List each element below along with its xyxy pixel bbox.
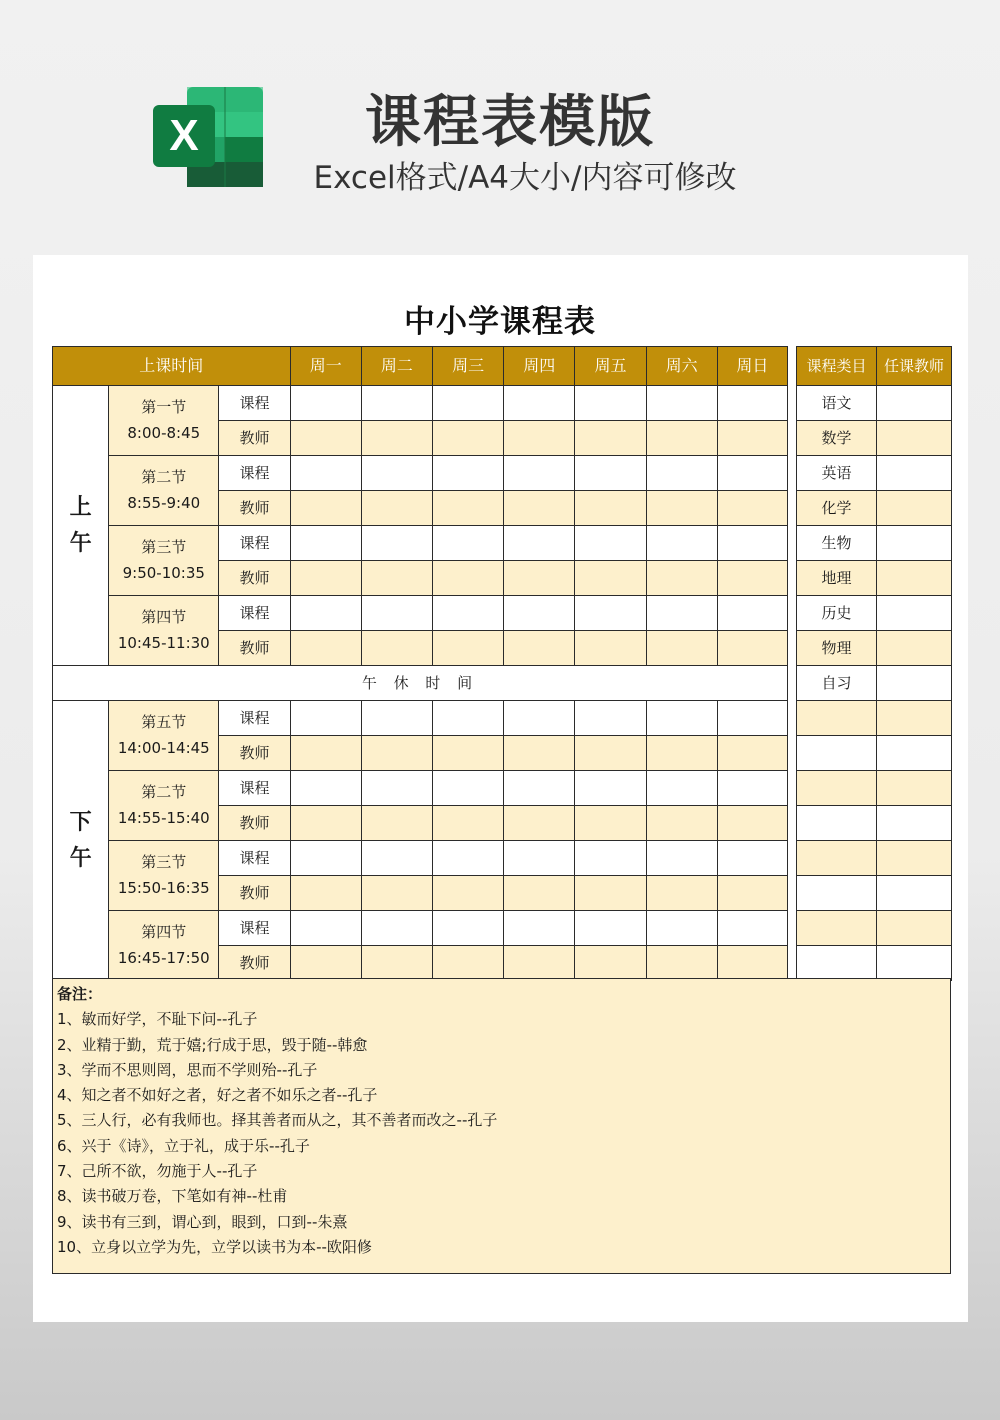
schedule-cell[interactable] bbox=[646, 701, 717, 736]
note-line: 2、业精于勤，荒于嬉;行成于思，毁于随--韩愈 bbox=[57, 1035, 368, 1054]
slot-name: 第四节 bbox=[141, 923, 187, 941]
course-row-label: 课程 bbox=[219, 771, 290, 806]
schedule-cell[interactable] bbox=[717, 596, 787, 631]
schedule-cell[interactable] bbox=[290, 806, 361, 841]
slot-cell bbox=[109, 841, 219, 911]
subject-teacher-cell[interactable] bbox=[877, 806, 952, 841]
teacher-row-label: 教师 bbox=[219, 631, 290, 666]
subject-cell[interactable]: 自习 bbox=[797, 666, 877, 701]
schedule-cell[interactable] bbox=[575, 946, 646, 981]
subject-teacher-cell[interactable] bbox=[877, 421, 952, 456]
teacher-row-label: 教师 bbox=[219, 876, 290, 911]
schedule-cell[interactable] bbox=[575, 736, 646, 771]
teacher-row-label: 教师 bbox=[219, 491, 290, 526]
schedule-cell[interactable] bbox=[646, 876, 717, 911]
subject-cell[interactable] bbox=[797, 771, 877, 806]
schedule-cell[interactable] bbox=[504, 806, 575, 841]
course-row-label: 课程 bbox=[219, 701, 290, 736]
subject-teacher-cell[interactable] bbox=[877, 631, 952, 666]
schedule-cell[interactable] bbox=[290, 386, 361, 421]
schedule-cell[interactable] bbox=[433, 771, 504, 806]
subject-teacher-cell[interactable] bbox=[877, 666, 952, 701]
schedule-cell[interactable] bbox=[361, 491, 432, 526]
schedule-cell[interactable] bbox=[433, 701, 504, 736]
schedule-cell[interactable] bbox=[433, 631, 504, 666]
schedule-cell[interactable] bbox=[433, 946, 504, 981]
excel-icon bbox=[153, 87, 265, 189]
subject-teacher-cell[interactable] bbox=[877, 561, 952, 596]
schedule-cell[interactable] bbox=[717, 876, 787, 911]
schedule-cell[interactable] bbox=[717, 911, 787, 946]
note-line: 4、知之者不如好之者，好之者不如乐之者--孔子 bbox=[57, 1086, 378, 1105]
schedule-cell[interactable] bbox=[433, 456, 504, 491]
lunch-break-row: 午 休 时 间 bbox=[53, 666, 788, 701]
note-line: 3、学而不思则罔，思而不学则殆--孔子 bbox=[57, 1060, 318, 1079]
subject-cell[interactable] bbox=[797, 841, 877, 876]
schedule-cell[interactable] bbox=[646, 771, 717, 806]
schedule-cell[interactable] bbox=[433, 596, 504, 631]
schedule-cell[interactable] bbox=[717, 526, 787, 561]
subject-cell[interactable]: 英语 bbox=[797, 456, 877, 491]
morning-period-label: 上 午 bbox=[53, 386, 109, 666]
schedule-cell[interactable] bbox=[575, 386, 646, 421]
notes-section bbox=[52, 978, 951, 1274]
schedule-cell[interactable] bbox=[646, 386, 717, 421]
afternoon-period-label: 下 午 bbox=[53, 701, 109, 981]
day-header: 周一 bbox=[290, 347, 361, 386]
schedule-cell[interactable] bbox=[433, 841, 504, 876]
subject-cell[interactable]: 数学 bbox=[797, 421, 877, 456]
schedule-cell[interactable] bbox=[717, 771, 787, 806]
schedule-cell[interactable] bbox=[433, 876, 504, 911]
day-header: 周日 bbox=[717, 347, 787, 386]
day-header: 周六 bbox=[646, 347, 717, 386]
subject-teacher-header: 任课教师 bbox=[877, 347, 952, 386]
slot-cell bbox=[109, 596, 219, 666]
schedule-cell[interactable] bbox=[361, 876, 432, 911]
banner-title: 课程表模版 bbox=[365, 90, 655, 155]
day-header: 周三 bbox=[433, 347, 504, 386]
schedule-cell[interactable] bbox=[504, 456, 575, 491]
schedule-cell[interactable] bbox=[361, 561, 432, 596]
schedule-cell[interactable] bbox=[717, 456, 787, 491]
schedule-cell[interactable] bbox=[504, 386, 575, 421]
excel-logo-letter: X bbox=[169, 111, 199, 160]
schedule-cell[interactable] bbox=[717, 631, 787, 666]
schedule-cell[interactable] bbox=[290, 561, 361, 596]
slot-time: 9:50-10:35 bbox=[122, 563, 205, 582]
subject-cell[interactable]: 地理 bbox=[797, 561, 877, 596]
schedule-cell[interactable] bbox=[575, 771, 646, 806]
subject-teacher-cell[interactable] bbox=[877, 911, 952, 946]
slot-time: 8:55-9:40 bbox=[127, 493, 201, 512]
schedule-cell[interactable] bbox=[290, 526, 361, 561]
schedule-cell[interactable] bbox=[361, 806, 432, 841]
subject-teacher-cell[interactable] bbox=[877, 596, 952, 631]
schedule-cell[interactable] bbox=[290, 701, 361, 736]
schedule-cell[interactable] bbox=[717, 561, 787, 596]
schedule-cell[interactable] bbox=[646, 456, 717, 491]
schedule-cell[interactable] bbox=[433, 386, 504, 421]
slot-name: 第一节 bbox=[141, 398, 187, 416]
schedule-cell[interactable] bbox=[361, 456, 432, 491]
schedule-cell[interactable] bbox=[504, 701, 575, 736]
schedule-cell[interactable] bbox=[433, 911, 504, 946]
subject-teacher-cell[interactable] bbox=[877, 771, 952, 806]
schedule-cell[interactable] bbox=[575, 421, 646, 456]
schedule-cell[interactable] bbox=[646, 911, 717, 946]
slot-name: 第三节 bbox=[141, 853, 187, 871]
schedule-cell[interactable] bbox=[433, 421, 504, 456]
schedule-cell[interactable] bbox=[575, 631, 646, 666]
schedule-cell[interactable] bbox=[504, 421, 575, 456]
slot-time: 10:45-11:30 bbox=[117, 633, 210, 652]
schedule-cell[interactable] bbox=[646, 526, 717, 561]
teacher-row-label: 教师 bbox=[219, 806, 290, 841]
subject-cell[interactable]: 化学 bbox=[797, 491, 877, 526]
subject-cell[interactable] bbox=[797, 701, 877, 736]
schedule-cell[interactable] bbox=[575, 701, 646, 736]
subject-cell[interactable]: 语文 bbox=[797, 386, 877, 421]
schedule-cell[interactable] bbox=[361, 421, 432, 456]
slot-name: 第三节 bbox=[141, 538, 187, 556]
schedule-cell[interactable] bbox=[290, 946, 361, 981]
slot-time: 8:00-8:45 bbox=[127, 423, 201, 442]
slot-cell bbox=[109, 701, 219, 771]
schedule-cell[interactable] bbox=[646, 631, 717, 666]
schedule-cell[interactable] bbox=[290, 491, 361, 526]
note-line: 1、敏而好学，不耻下问--孔子 bbox=[57, 1010, 258, 1029]
course-row-label: 课程 bbox=[219, 456, 290, 491]
schedule-cell[interactable] bbox=[361, 771, 432, 806]
subject-teacher-cell[interactable] bbox=[877, 701, 952, 736]
course-row-label: 课程 bbox=[219, 386, 290, 421]
slot-time: 14:00-14:45 bbox=[117, 738, 210, 757]
schedule-cell[interactable] bbox=[646, 421, 717, 456]
schedule-cell[interactable] bbox=[290, 771, 361, 806]
day-header: 周五 bbox=[575, 347, 646, 386]
slot-time: 15:50-16:35 bbox=[117, 878, 210, 897]
schedule-cell[interactable] bbox=[361, 631, 432, 666]
subject-teacher-cell[interactable] bbox=[877, 736, 952, 771]
schedule-cell[interactable] bbox=[575, 596, 646, 631]
schedule-cell[interactable] bbox=[433, 561, 504, 596]
schedule-cell[interactable] bbox=[290, 736, 361, 771]
teacher-row-label: 教师 bbox=[219, 736, 290, 771]
slot-time: 14:55-15:40 bbox=[117, 808, 210, 827]
subject-cell[interactable] bbox=[797, 946, 877, 981]
subject-cell[interactable] bbox=[797, 806, 877, 841]
schedule-cell[interactable] bbox=[575, 911, 646, 946]
schedule-cell[interactable] bbox=[433, 806, 504, 841]
note-line: 5、三人行，必有我师也。择其善者而从之，其不善者而改之--孔子 bbox=[57, 1111, 498, 1130]
subject-cell[interactable] bbox=[797, 911, 877, 946]
schedule-cell[interactable] bbox=[504, 876, 575, 911]
schedule-cell[interactable] bbox=[361, 526, 432, 561]
course-row-label: 课程 bbox=[219, 841, 290, 876]
schedule-cell[interactable] bbox=[717, 386, 787, 421]
schedule-cell[interactable] bbox=[575, 456, 646, 491]
note-line: 7、己所不欲，勿施于人--孔子 bbox=[57, 1162, 258, 1181]
schedule-cell[interactable] bbox=[504, 841, 575, 876]
subject-teacher-cell[interactable] bbox=[877, 526, 952, 561]
schedule-cell[interactable] bbox=[504, 736, 575, 771]
schedule-cell[interactable] bbox=[646, 491, 717, 526]
slot-time: 16:45-17:50 bbox=[117, 948, 210, 967]
slot-name: 第四节 bbox=[141, 608, 187, 626]
schedule-cell[interactable] bbox=[646, 946, 717, 981]
subject-cell[interactable] bbox=[797, 876, 877, 911]
teacher-row-label: 教师 bbox=[219, 946, 290, 981]
schedule-cell[interactable] bbox=[290, 456, 361, 491]
schedule-cell[interactable] bbox=[504, 631, 575, 666]
slot-name: 第五节 bbox=[141, 713, 187, 731]
schedule-cell[interactable] bbox=[361, 911, 432, 946]
schedule-cell[interactable] bbox=[361, 701, 432, 736]
teacher-row-label: 教师 bbox=[219, 421, 290, 456]
note-line: 6、兴于《诗》，立于礼，成于乐--孔子 bbox=[57, 1136, 310, 1155]
schedule-cell[interactable] bbox=[575, 876, 646, 911]
slot-cell bbox=[109, 526, 219, 596]
subject-teacher-cell[interactable] bbox=[877, 946, 952, 981]
schedule-cell[interactable] bbox=[290, 631, 361, 666]
note-line: 10、立身以立学为先，立学以读书为本--欧阳修 bbox=[57, 1237, 372, 1256]
schedule-cell[interactable] bbox=[717, 421, 787, 456]
schedule-cell[interactable] bbox=[717, 806, 787, 841]
slot-name: 第二节 bbox=[141, 783, 187, 801]
subject-cell[interactable] bbox=[797, 736, 877, 771]
schedule-cell[interactable] bbox=[504, 526, 575, 561]
document-title: 中小学课程表 bbox=[404, 304, 596, 340]
slot-cell bbox=[109, 911, 219, 981]
schedule-cell[interactable] bbox=[646, 736, 717, 771]
schedule-cell[interactable] bbox=[646, 596, 717, 631]
schedule-cell[interactable] bbox=[717, 946, 787, 981]
schedule-cell[interactable] bbox=[433, 526, 504, 561]
subject-teacher-cell[interactable] bbox=[877, 876, 952, 911]
subject-teacher-cell[interactable] bbox=[877, 841, 952, 876]
schedule-cell[interactable] bbox=[290, 841, 361, 876]
subject-cell[interactable]: 历史 bbox=[797, 596, 877, 631]
note-line: 8、读书破万卷，下笔如有神--杜甫 bbox=[57, 1187, 288, 1206]
schedule-table bbox=[52, 346, 788, 981]
slot-name: 第二节 bbox=[141, 468, 187, 486]
subject-cell[interactable]: 物理 bbox=[797, 631, 877, 666]
subject-category-header: 课程类目 bbox=[797, 347, 877, 386]
schedule-cell[interactable] bbox=[575, 841, 646, 876]
schedule-cell[interactable] bbox=[575, 561, 646, 596]
schedule-cell[interactable] bbox=[646, 561, 717, 596]
course-row-label: 课程 bbox=[219, 526, 290, 561]
schedule-cell[interactable] bbox=[646, 841, 717, 876]
course-row-label: 课程 bbox=[219, 911, 290, 946]
schedule-cell[interactable] bbox=[290, 911, 361, 946]
schedule-cell[interactable] bbox=[361, 736, 432, 771]
slot-cell bbox=[109, 771, 219, 841]
subject-teacher-cell[interactable] bbox=[877, 491, 952, 526]
schedule-cell[interactable] bbox=[361, 841, 432, 876]
schedule-cell[interactable] bbox=[504, 911, 575, 946]
schedule-cell[interactable] bbox=[717, 701, 787, 736]
course-row-label: 课程 bbox=[219, 596, 290, 631]
subjects-table bbox=[796, 346, 952, 981]
schedule-cell[interactable] bbox=[717, 736, 787, 771]
schedule-cell[interactable] bbox=[361, 596, 432, 631]
schedule-cell[interactable] bbox=[504, 946, 575, 981]
subject-teacher-cell[interactable] bbox=[877, 386, 952, 421]
schedule-cell[interactable] bbox=[290, 596, 361, 631]
schedule-cell[interactable] bbox=[504, 561, 575, 596]
day-header: 周四 bbox=[504, 347, 575, 386]
schedule-cell[interactable] bbox=[646, 806, 717, 841]
time-header: 上课时间 bbox=[53, 347, 291, 386]
schedule-cell[interactable] bbox=[433, 491, 504, 526]
note-line: 9、读书有三到，谓心到，眼到，口到--朱熹 bbox=[57, 1212, 348, 1231]
day-header: 周二 bbox=[361, 347, 432, 386]
slot-cell bbox=[109, 386, 219, 456]
subject-cell[interactable]: 生物 bbox=[797, 526, 877, 561]
schedule-cell[interactable] bbox=[504, 491, 575, 526]
schedule-cell[interactable] bbox=[290, 876, 361, 911]
schedule-cell[interactable] bbox=[433, 736, 504, 771]
subject-teacher-cell[interactable] bbox=[877, 456, 952, 491]
notes-label: 备注： bbox=[57, 985, 103, 1003]
schedule-cell[interactable] bbox=[575, 526, 646, 561]
schedule-cell[interactable] bbox=[717, 841, 787, 876]
schedule-cell[interactable] bbox=[361, 386, 432, 421]
banner-subtitle: Excel格式/A4大小/内容可修改 bbox=[313, 160, 737, 196]
schedule-cell[interactable] bbox=[717, 491, 787, 526]
schedule-cell[interactable] bbox=[504, 596, 575, 631]
schedule-cell[interactable] bbox=[575, 491, 646, 526]
schedule-cell[interactable] bbox=[361, 946, 432, 981]
schedule-cell[interactable] bbox=[575, 806, 646, 841]
schedule-cell[interactable] bbox=[290, 421, 361, 456]
teacher-row-label: 教师 bbox=[219, 561, 290, 596]
schedule-cell[interactable] bbox=[504, 771, 575, 806]
slot-cell bbox=[109, 456, 219, 526]
